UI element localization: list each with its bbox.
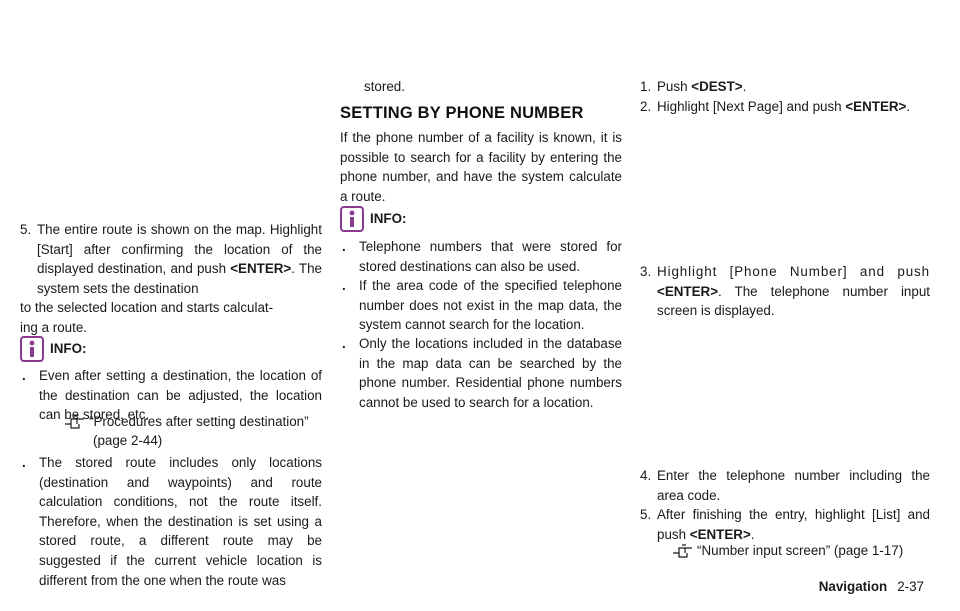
info-bullet-2: [20, 453, 322, 590]
step-text: Push <DEST>.: [657, 79, 747, 94]
enter-key: <ENTER>: [845, 99, 907, 114]
bullet-dot: .: [342, 278, 346, 293]
step-5: [20, 220, 322, 298]
info-icon: [340, 206, 364, 232]
step-number: 5.: [640, 507, 652, 522]
bullet-text: Telephone numbers that were stored for stored destinations can also be used.: [359, 239, 622, 274]
step-number: 5.: [20, 222, 32, 237]
step-3: [640, 262, 930, 321]
step-5: [640, 505, 930, 544]
bullet-text: The stored route includes only locations (destination and waypoints) and route calculation conditions, not the route itself. Therefore, when the destination is set using a stored route, a different route may be suggested if the current vehicle location is different from the one when the route was: [39, 455, 322, 588]
step-text: The entire route is shown on the map. Highlight [Start] after confirming the location of the displayed destination, and push <ENTER>. The system sets the destination: [37, 222, 322, 296]
dest-key: <DEST>: [691, 79, 743, 94]
step-text: Highlight [Phone Number] and push <ENTER>. The telephone number input screen is displayed.: [657, 264, 930, 319]
continued-text: stored.: [364, 79, 405, 94]
info-label: INFO:: [370, 211, 407, 226]
bullet-text: Even after setting a destination, the location of the destination can be adjusted, the location can be stored, etc.: [39, 368, 322, 423]
info-bullet-1: [340, 237, 622, 276]
step-number: 2.: [640, 99, 652, 114]
step-number: 3.: [640, 264, 652, 279]
step-4: [640, 466, 930, 505]
reference-text: “Procedures after setting destination”: [89, 414, 309, 429]
info-icon: [20, 336, 44, 362]
bullet-dot: .: [342, 336, 346, 351]
pointing-hand-icon: [672, 544, 694, 558]
info-bullet-2: [340, 276, 622, 335]
enter-key: <ENTER>: [689, 526, 751, 542]
step-text: Enter the telephone number including the area code.: [657, 468, 930, 503]
reference-procedures: [64, 412, 309, 432]
bullet-text: If the area code of the specified telephone number does not exist in the map data, the system cannot search for the location.: [359, 278, 622, 333]
step-5-continued: to the selected location and starts calculat- ing a route.: [20, 300, 274, 335]
bullet-dot: .: [342, 239, 346, 254]
page-footer: [819, 577, 924, 597]
enter-key: <ENTER>: [657, 283, 719, 299]
section-heading: SETTING BY PHONE NUMBER: [340, 104, 584, 122]
pointing-hand-icon: [64, 415, 86, 429]
intro-paragraph: If the phone number of a facility is known, it is possible to search for a facility by entering the phone number, and have the system calculate a route.: [340, 130, 622, 204]
bullet-text: Only the locations included in the database in the map data can be searched by the phone number. Residential phone numbers cannot be used to search for a location.: [359, 336, 622, 410]
step-1: [640, 77, 930, 97]
step-number: 1.: [640, 79, 652, 94]
reference-number-input: [672, 541, 903, 561]
bullet-dot: .: [22, 455, 26, 470]
step-text: Highlight [Next Page] and push <ENTER>.: [657, 99, 911, 114]
step-2: [640, 97, 930, 117]
info-bullet-3: [340, 334, 622, 412]
enter-key: <ENTER>: [230, 261, 292, 277]
reference-text: “Number input screen” (page 1-17): [697, 543, 904, 558]
step-text: After finishing the entry, highlight [List] and push <ENTER>.: [657, 507, 930, 542]
footer-section-title: Navigation: [818, 579, 888, 594]
reference-page: (page 2-44): [93, 433, 163, 448]
page-number: 2-37: [897, 579, 924, 594]
step-number: 4.: [640, 468, 652, 483]
bullet-dot: .: [22, 368, 26, 383]
info-label: INFO:: [50, 341, 87, 356]
